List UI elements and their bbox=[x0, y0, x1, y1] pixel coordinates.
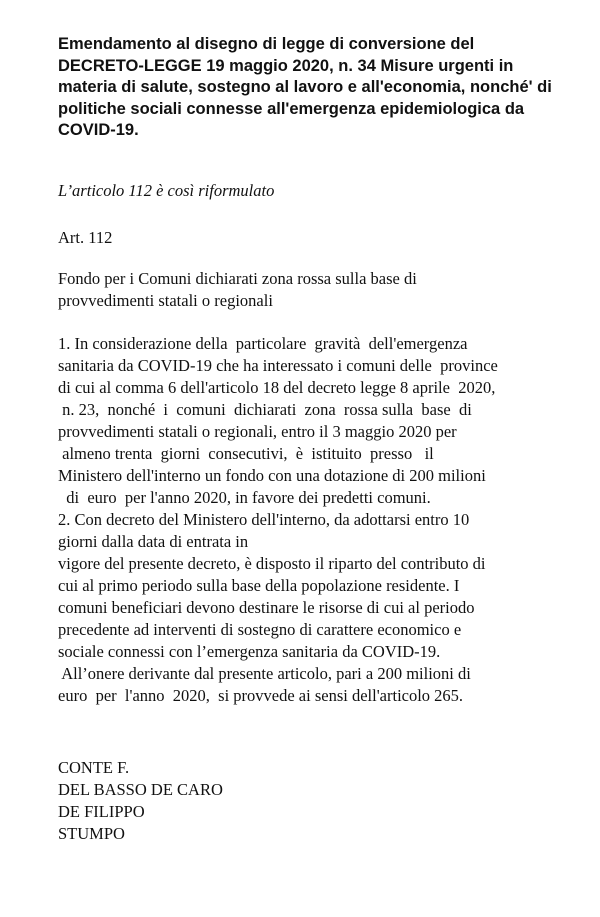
title-line: materia di salute, sostegno al lavoro e all'economia, nonché' di bbox=[58, 78, 552, 96]
signatory-name: DEL BASSO DE CARO bbox=[58, 780, 223, 799]
title-line: politiche sociali connesse all'emergenza epidemiologica da bbox=[58, 99, 525, 118]
signatories-list bbox=[58, 757, 223, 845]
article-heading-line: Fondo per i Comuni dichiarati zona rossa sulla base di bbox=[58, 269, 417, 288]
body-line: di euro per l'anno 2020, in favore dei predetti comuni. bbox=[58, 488, 431, 507]
article-number: Art. 112 bbox=[58, 228, 113, 247]
body-line: vigore del presente decreto, è disposto il riparto del contributo di bbox=[58, 554, 486, 573]
title-line: Emendamento al disegno di legge di conversione del bbox=[58, 35, 475, 53]
article-heading bbox=[58, 268, 558, 311]
body-line: giorni dalla data di entrata in bbox=[58, 532, 249, 551]
title-line: COVID-19. bbox=[58, 121, 139, 139]
signatory-name: DE FILIPPO bbox=[58, 802, 145, 821]
body-line: comuni beneficiari devono destinare le risorse di cui al periodo bbox=[58, 598, 475, 617]
body-line: 1. In considerazione della particolare gravità dell'emergenza bbox=[58, 334, 468, 353]
title-line: DECRETO-LEGGE 19 maggio 2020, n. 34 Misure urgenti in bbox=[58, 56, 514, 75]
article-body bbox=[58, 333, 588, 707]
signatory-name: STUMPO bbox=[58, 824, 125, 843]
body-line: Ministero dell'interno un fondo con una dotazione di 200 milioni bbox=[58, 466, 486, 485]
article-heading-line: provvedimenti statali o regionali bbox=[58, 290, 273, 310]
body-line: precedente ad interventi di sostegno di carattere economico e bbox=[58, 620, 462, 639]
body-line: di cui al comma 6 dell'articolo 18 del decreto legge 8 aprile 2020, bbox=[58, 378, 496, 397]
body-line: sociale connessi con l’emergenza sanitaria da COVID-19. bbox=[58, 642, 441, 661]
body-line: provvedimenti statali o regionali, entro il 3 maggio 2020 per bbox=[58, 422, 457, 441]
document-title bbox=[58, 34, 578, 142]
body-line: almeno trenta giorni consecutivi, è istituito presso il bbox=[58, 444, 434, 463]
body-line: 2. Con decreto del Ministero dell'interno, da adottarsi entro 10 bbox=[58, 510, 470, 529]
body-line: n. 23, nonché i comuni dichiarati zona rossa sulla base di bbox=[58, 400, 472, 419]
body-line: sanitaria da COVID-19 che ha interessato i comuni delle province bbox=[58, 356, 498, 375]
body-line: cui al primo periodo sulla base della popolazione residente. I bbox=[58, 576, 460, 595]
amendment-subtitle: L’articolo 112 è così riformulato bbox=[58, 181, 275, 200]
signatory-name: CONTE F. bbox=[58, 758, 130, 777]
body-line: All’onere derivante dal presente articolo, pari a 200 milioni di bbox=[58, 664, 471, 683]
body-line: euro per l'anno 2020, si provvede ai sensi dell'articolo 265. bbox=[58, 686, 464, 705]
